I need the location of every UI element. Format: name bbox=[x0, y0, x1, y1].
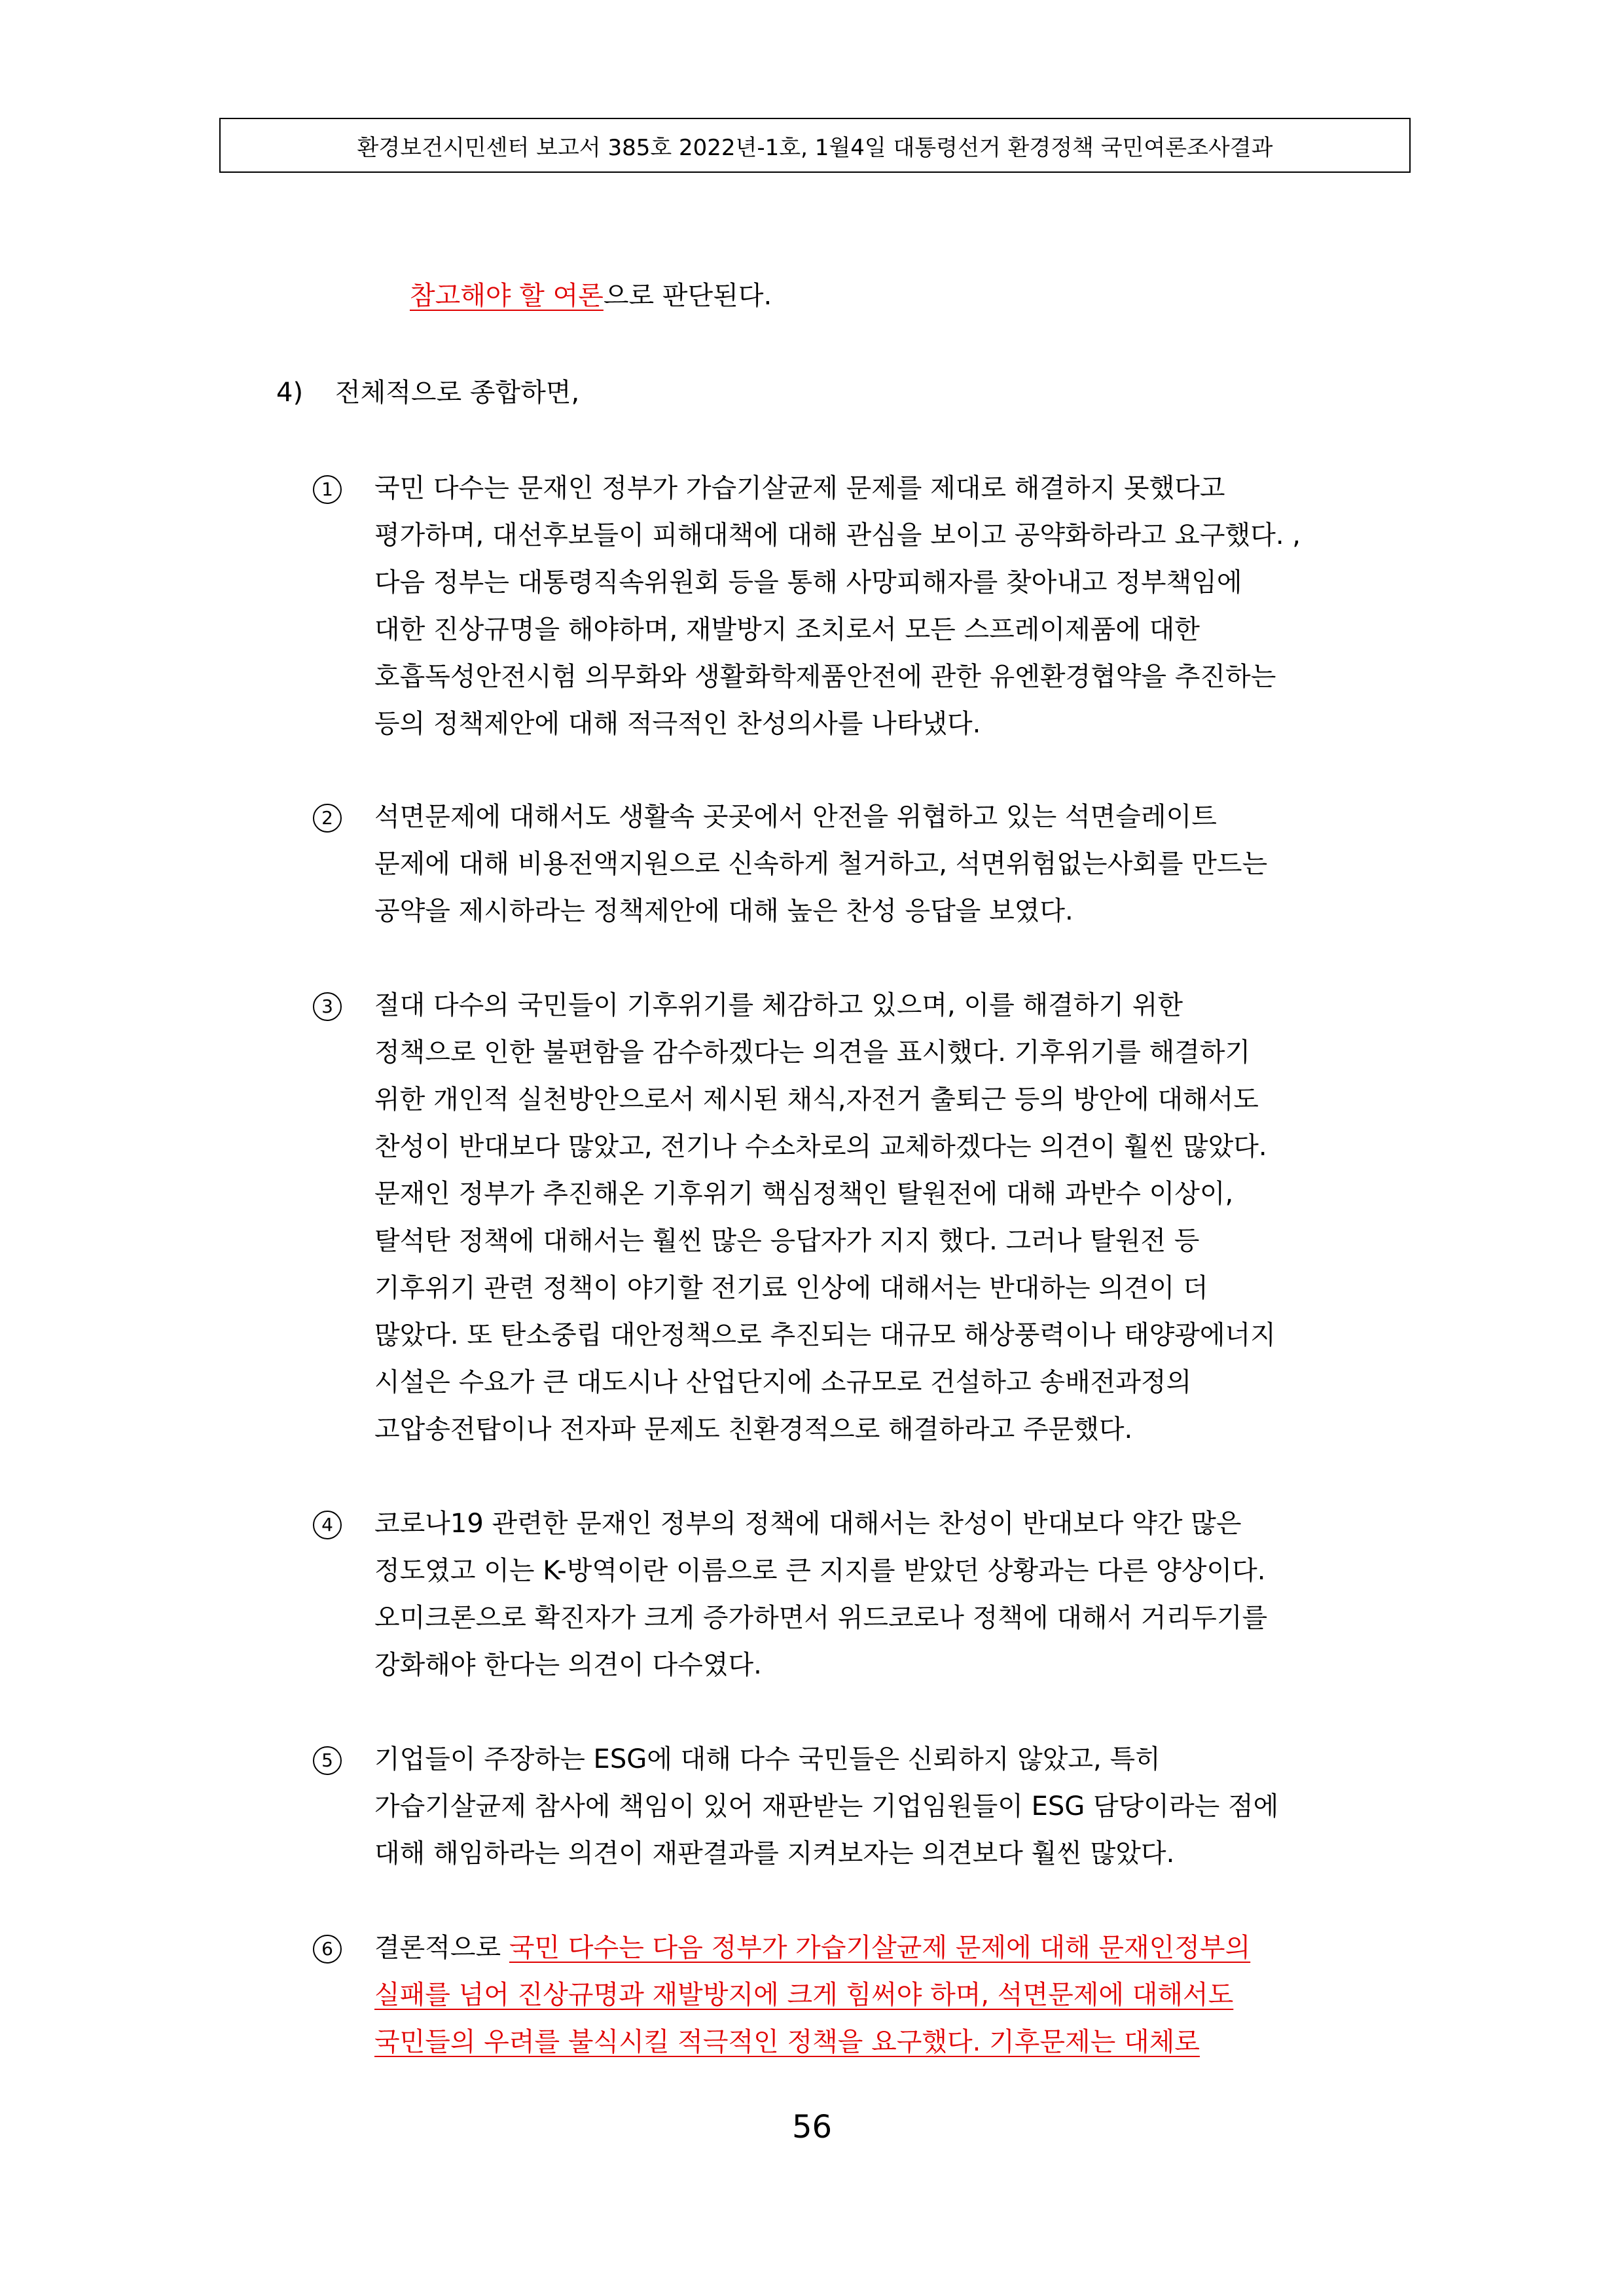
item-3-line: 기후위기 관련 정책이 야기할 전기료 인상에 대해서는 반대하는 의견이 더 bbox=[374, 1273, 1208, 1303]
item-marker-1: 1 bbox=[313, 475, 342, 504]
item-6-highlight: 국민 다수는 다음 정부가 가습기살균제 문제에 대해 문재인정부의 bbox=[509, 1933, 1251, 1963]
page-number: 56 bbox=[791, 2109, 833, 2145]
item-1-line: 국민 다수는 문재인 정부가 가습기살균제 문제를 제대로 해결하지 못했다고 bbox=[374, 473, 1225, 503]
item-1-line: 평가하며, 대선후보들이 피해대책에 대해 관심을 보이고 공약화하라고 요구했다. , bbox=[374, 520, 1301, 550]
item-marker-6: 6 bbox=[313, 1935, 342, 1964]
item-3-line: 절대 다수의 국민들이 기후위기를 체감하고 있으며, 이를 해결하기 위한 bbox=[374, 990, 1183, 1020]
item-4-line: 코로나19 관련한 문재인 정부의 정책에 대해서는 찬성이 반대보다 약간 많은 bbox=[374, 1509, 1242, 1539]
report-header: 환경보건시민센터 보고서 385호 2022년-1호, 1월4일 대통령선거 환경정책 국민여론조사결과 bbox=[219, 118, 1411, 173]
item-6-line bbox=[374, 1935, 1250, 1961]
item-4-line: 강화해야 한다는 의견이 다수였다. bbox=[374, 1650, 762, 1680]
item-2-line: 문제에 대해 비용전액지원으로 신속하게 철거하고, 석면위험없는사회를 만드는 bbox=[374, 849, 1268, 879]
item-6-highlight: 실패를 넘어 진상규명과 재발방지에 크게 힘써야 하며, 석면문제에 대해서도 bbox=[374, 1980, 1234, 2010]
intro-highlight: 참고해야 할 여론 bbox=[410, 281, 604, 311]
item-2-line: 석면문제에 대해서도 생활속 곳곳에서 안전을 위협하고 있는 석면슬레이트 bbox=[374, 802, 1217, 832]
item-3-line: 위한 개인적 실천방안으로서 제시된 채식,자전거 출퇴근 등의 방안에 대해서도 bbox=[374, 1085, 1259, 1115]
item-5-line: 가습기살균제 참사에 책임이 있어 재판받는 기업임원들이 ESG 담당이라는 점에 bbox=[374, 1791, 1279, 1821]
item-marker-2: 2 bbox=[313, 804, 342, 833]
item-5-line: 기업들이 주장하는 ESG에 대해 다수 국민들은 신뢰하지 않았고, 특히 bbox=[374, 1744, 1161, 1774]
section-title: 전체적으로 종합하면, bbox=[335, 378, 580, 408]
item-3-line: 시설은 수요가 큰 대도시나 산업단지에 소규모로 건설하고 송배전과정의 bbox=[374, 1367, 1192, 1397]
item-3-line: 탈석탄 정책에 대해서는 훨씬 많은 응답자가 지지 했다. 그러나 탈원전 등 bbox=[374, 1226, 1200, 1256]
item-3-line: 찬성이 반대보다 많았고, 전기나 수소차로의 교체하겠다는 의견이 훨씬 많았다. bbox=[374, 1132, 1267, 1162]
item-6-lead: 결론적으로 bbox=[374, 1933, 509, 1963]
item-1-line: 등의 정책제안에 대해 적극적인 찬성의사를 나타냈다. bbox=[374, 709, 981, 739]
item-1-line: 호흡독성안전시험 의무화와 생활화학제품안전에 관한 유엔환경협약을 추진하는 bbox=[374, 662, 1276, 692]
item-3-line: 많았다. 또 탄소중립 대안정책으로 추진되는 대규모 해상풍력이나 태양광에너지 bbox=[374, 1320, 1276, 1350]
intro-rest: 으로 판단된다. bbox=[603, 281, 772, 311]
item-marker-5: 5 bbox=[313, 1746, 342, 1775]
item-3-line: 문재인 정부가 추진해온 기후위기 핵심정책인 탈원전에 대해 과반수 이상이, bbox=[374, 1179, 1234, 1209]
item-marker-3: 3 bbox=[313, 992, 342, 1021]
item-6-highlight: 국민들의 우려를 불식시킬 적극적인 정책을 요구했다. 기후문제는 대체로 bbox=[374, 2027, 1200, 2057]
item-2-line: 공약을 제시하라는 정책제안에 대해 높은 찬성 응답을 보였다. bbox=[374, 896, 1074, 926]
intro-line bbox=[410, 283, 772, 309]
item-5-line: 대해 해임하라는 의견이 재판결과를 지켜보자는 의견보다 훨씬 많았다. bbox=[374, 1839, 1175, 1869]
section-number: 4) bbox=[276, 378, 304, 408]
item-1-line: 다음 정부는 대통령직속위원회 등을 통해 사망피해자를 찾아내고 정부책임에 bbox=[374, 567, 1242, 598]
item-3-line: 고압송전탑이나 전자파 문제도 친환경적으로 해결하라고 주문했다. bbox=[374, 1414, 1133, 1444]
item-3-line: 정책으로 인한 불편함을 감수하겠다는 의견을 표시했다. 기후위기를 해결하기 bbox=[374, 1037, 1251, 1067]
item-marker-4: 4 bbox=[313, 1511, 342, 1539]
item-4-line: 정도였고 이는 K-방역이란 이름으로 큰 지지를 받았던 상황과는 다른 양상이다. bbox=[374, 1556, 1266, 1586]
item-4-line: 오미크론으로 확진자가 크게 증가하면서 위드코로나 정책에 대해서 거리두기를 bbox=[374, 1603, 1268, 1633]
item-1-line: 대한 진상규명을 해야하며, 재발방지 조치로서 모든 스프레이제품에 대한 bbox=[374, 615, 1200, 645]
